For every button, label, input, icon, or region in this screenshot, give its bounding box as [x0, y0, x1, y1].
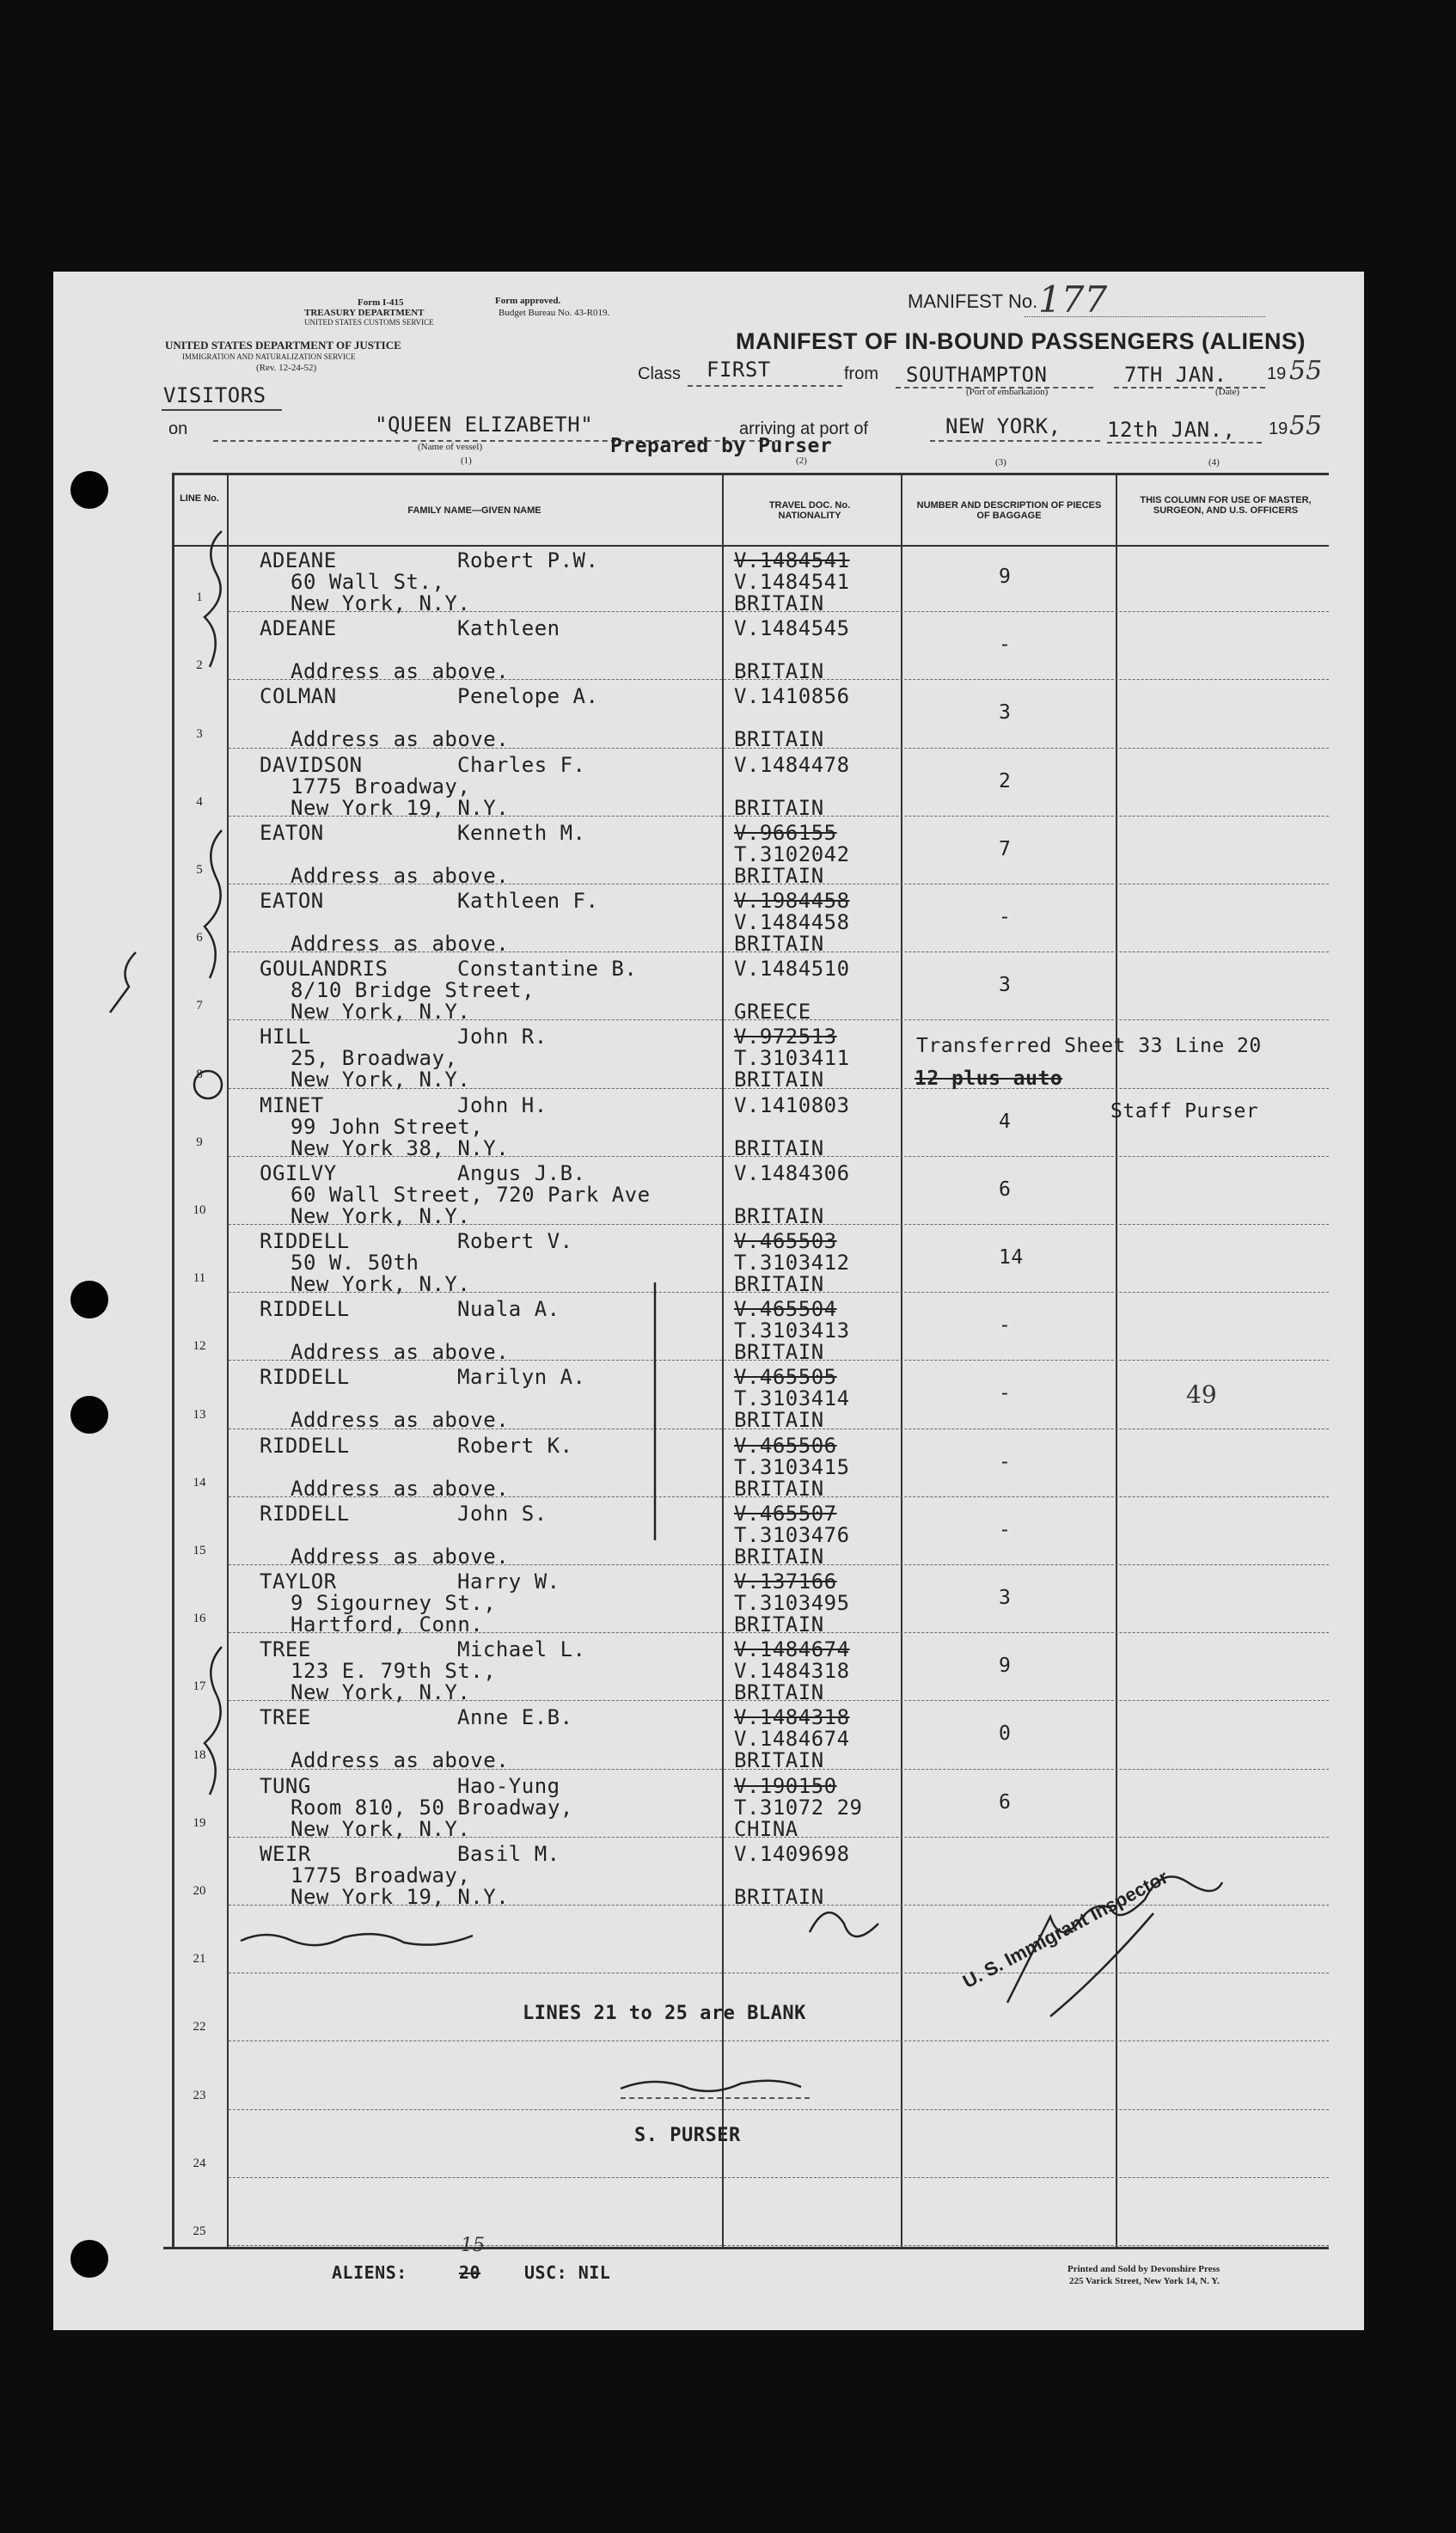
travel-doc-number: T.3103476 [734, 1522, 850, 1547]
family-name: RIDDELL [260, 1365, 350, 1390]
header-name: FAMILY NAME—GIVEN NAME [407, 505, 541, 516]
travel-doc-number: V.1484674 [734, 1637, 850, 1662]
nationality: BRITAIN [734, 591, 824, 615]
travel-doc-number: V.1484318 [734, 1705, 850, 1730]
arrival-date: 12th JAN., [1107, 418, 1236, 442]
travel-doc-number: V.966155 [734, 820, 837, 845]
manifest-sheet [53, 272, 1364, 2330]
travel-doc-number: V.1484541 [734, 570, 850, 594]
family-name: ADEANE [260, 548, 337, 572]
travel-doc-number: V.190150 [734, 1773, 837, 1798]
nationality: BRITAIN [734, 1068, 824, 1092]
address-line-2: New York, N.Y. [291, 1000, 471, 1025]
baggage-count: - [999, 1314, 1012, 1337]
nationality: BRITAIN [734, 727, 824, 752]
class-label: Class [638, 364, 682, 383]
line-number: 11 [193, 1271, 206, 1286]
line-number: 10 [193, 1203, 206, 1217]
line-number: 13 [193, 1407, 206, 1422]
given-name: Hao-Yung [457, 1773, 560, 1798]
form-department: TREASURY DEPARTMENT [304, 308, 425, 318]
family-name: EATON [260, 889, 324, 913]
nationality: GREECE [734, 1000, 811, 1025]
address-line-2: New York, N.Y. [291, 1680, 471, 1705]
from-label: from [844, 364, 878, 383]
travel-doc-number: V.1410856 [734, 684, 850, 709]
baggage-count: 6 [999, 1790, 1012, 1814]
address-line-2: New York, N.Y. [291, 591, 471, 615]
nationality: BRITAIN [734, 1748, 824, 1773]
officer-mark: 49 [1186, 1380, 1217, 1409]
column-num-4: (4) [1208, 457, 1220, 468]
address-line-2: Address as above. [291, 1544, 510, 1569]
travel-doc-number: V.1484478 [734, 752, 850, 777]
travel-doc-number: V.465504 [734, 1297, 837, 1322]
aliens-label: ALIENS: [332, 2262, 407, 2283]
baggage-count: 7 [999, 837, 1012, 860]
departure-year-prefix: 19 [1267, 364, 1287, 383]
family-name: EATON [260, 820, 324, 845]
header-baggage: NUMBER AND DESCRIPTION OF PIECES OF BAGGAGE [916, 500, 1102, 521]
departure-date: 7TH JAN. [1124, 363, 1227, 387]
address-line-1: 60 Wall Street, 720 Park Ave [291, 1182, 651, 1207]
manifest-title: MANIFEST OF IN-BOUND PASSENGERS (ALIENS) [736, 328, 1306, 354]
date-caption: (Date) [1215, 387, 1240, 397]
travel-doc-number: V.1484545 [734, 616, 850, 641]
address-line-2: New York, N.Y. [291, 1203, 471, 1228]
nationality: BRITAIN [734, 1476, 824, 1501]
arrival-port: NEW YORK, [945, 414, 1061, 438]
line-number: 19 [193, 1815, 206, 1830]
given-name: Kathleen F. [457, 889, 599, 913]
aliens-count: 20 [459, 2262, 481, 2283]
nationality: BRITAIN [734, 1680, 824, 1705]
address-line-2: New York 19, N.Y. [291, 795, 510, 820]
family-name: RIDDELL [260, 1501, 350, 1526]
baggage-count: 14 [999, 1246, 1024, 1269]
form-service: UNITED STATES CUSTOMS SERVICE [304, 318, 434, 327]
family-name: ADEANE [260, 616, 337, 641]
usc-count: USC: NIL [524, 2262, 611, 2283]
line-number: 3 [196, 726, 203, 741]
baggage-count: - [999, 906, 1012, 928]
travel-doc-number: V.1484318 [734, 1659, 850, 1684]
travel-doc-number: V.465505 [734, 1365, 837, 1390]
line-number: 2 [196, 658, 203, 673]
family-name: WEIR [260, 1841, 311, 1866]
family-name: RIDDELL [260, 1297, 350, 1322]
embark-caption: (Port of embarkation) [966, 387, 1049, 397]
prepared-by: Prepared by Purser [610, 435, 833, 457]
address-line-1: 50 W. 50th [291, 1251, 419, 1275]
address-line-1: Room 810, 50 Broadway, [291, 1795, 573, 1820]
travel-doc-number: V.1484458 [734, 910, 850, 934]
header-officers: THIS COLUMN FOR USE OF MASTER, SURGEON, AND U.S. OFFICERS [1140, 495, 1312, 516]
embark-port: SOUTHAMPTON [906, 363, 1048, 387]
address-line-2: Address as above. [291, 727, 510, 752]
address-line-2: Address as above. [291, 1476, 510, 1501]
given-name: John R. [457, 1025, 548, 1049]
address-line-1: 25, Broadway, [291, 1046, 458, 1071]
baggage-count: 9 [999, 566, 1012, 588]
line-number: 20 [193, 1884, 206, 1898]
given-name: Anne E.B. [457, 1705, 573, 1730]
line-number: 17 [193, 1679, 206, 1694]
header-travel-doc: TRAVEL DOC. No. NATIONALITY [768, 500, 851, 521]
given-name: Robert V. [457, 1229, 573, 1253]
travel-doc-number: V.1484541 [734, 548, 850, 572]
nationality: BRITAIN [734, 659, 824, 684]
given-name: Kathleen [457, 616, 560, 641]
line-number: 24 [193, 2156, 206, 2170]
line-number: 4 [196, 794, 203, 809]
travel-doc-number: V.1484306 [734, 1160, 850, 1185]
travel-doc-number: V.972513 [734, 1025, 837, 1049]
family-name: TREE [260, 1637, 311, 1662]
address-line-2: New York 38, N.Y. [291, 1135, 510, 1160]
given-name: John S. [457, 1501, 548, 1526]
column-num-1: (1) [461, 456, 472, 466]
travel-doc-number: T.3103413 [734, 1319, 850, 1343]
address-line-2: New York, N.Y. [291, 1272, 471, 1296]
baggage-count: 4 [999, 1110, 1012, 1133]
on-label: on [168, 419, 188, 438]
nationality: BRITAIN [734, 1408, 824, 1433]
address-line-2: New York, N.Y. [291, 1068, 471, 1092]
given-name: Robert P.W. [457, 548, 599, 572]
justice-dept: UNITED STATES DEPARTMENT OF JUSTICE [165, 339, 401, 352]
line-number: 8 [196, 1067, 203, 1081]
address-line-2: Address as above. [291, 1340, 510, 1365]
line-number: 22 [193, 2020, 206, 2034]
line-number: 14 [193, 1475, 206, 1490]
travel-doc-number: T.3103414 [734, 1386, 850, 1411]
family-name: COLMAN [260, 684, 337, 709]
line-number: 5 [196, 863, 203, 877]
manifest-number: 177 [1038, 278, 1108, 321]
line-number: 6 [196, 931, 203, 945]
given-name: Michael L. [457, 1637, 586, 1662]
nationality: BRITAIN [734, 1340, 824, 1365]
line-number: 16 [193, 1612, 206, 1626]
nationality: BRITAIN [734, 1544, 824, 1569]
line-number: 1 [196, 590, 203, 605]
baggage-count: - [999, 1450, 1012, 1473]
arriving-label: arriving at port of [739, 419, 869, 438]
travel-doc-number: T.3102042 [734, 841, 850, 866]
travel-doc-number: T.3103412 [734, 1251, 850, 1275]
address-line-1: 99 John Street, [291, 1114, 484, 1139]
address-line-2: Address as above. [291, 1748, 510, 1773]
given-name: Nuala A. [457, 1297, 560, 1322]
visitors-label: VISITORS [163, 383, 266, 407]
form-number: Form I-415 [358, 297, 404, 308]
address-line-2: Address as above. [291, 932, 510, 956]
nationality: CHINA [734, 1816, 798, 1841]
family-name: MINET [260, 1092, 324, 1117]
address-line-1: 1775 Broadway, [291, 1863, 471, 1888]
form-approved: Form approved. [495, 296, 561, 306]
given-name: Basil M. [457, 1841, 560, 1866]
family-name: TAYLOR [260, 1569, 337, 1594]
family-name: TUNG [260, 1773, 311, 1798]
line-number: 15 [193, 1544, 206, 1557]
nationality: BRITAIN [734, 1272, 824, 1296]
address-line-2: Hartford, Conn. [291, 1612, 484, 1637]
column-num-2: (2) [796, 456, 807, 466]
vessel-caption: (Name of vessel) [418, 442, 483, 452]
address-line-2: Address as above. [291, 863, 510, 888]
travel-doc-number: V.1984458 [734, 889, 850, 913]
address-line-1: 8/10 Bridge Street, [291, 978, 535, 1003]
travel-doc-number: T.3103495 [734, 1591, 850, 1615]
address-line-1: 1775 Broadway, [291, 774, 471, 798]
header-line-no: LINE No. [180, 493, 219, 504]
travel-doc-number: V.465506 [734, 1433, 837, 1458]
class-value: FIRST [707, 358, 771, 382]
blank-lines-note: LINES 21 to 25 are BLANK [523, 2003, 806, 2024]
address-line-1: 123 E. 79th St., [291, 1659, 497, 1684]
family-name: DAVIDSON [260, 752, 363, 777]
nationality: BRITAIN [734, 1203, 824, 1228]
travel-doc-number: V.137166 [734, 1569, 837, 1594]
travel-doc-number: V.1409698 [734, 1841, 850, 1866]
line-number: 12 [193, 1339, 206, 1354]
travel-doc-number: V.465507 [734, 1501, 837, 1526]
baggage-count: - [999, 633, 1012, 657]
manifest-label: MANIFEST No. [908, 291, 1038, 312]
given-name: Harry W. [457, 1569, 560, 1594]
inspector-stamp: U. S. Immigrant Inspector [959, 1865, 1172, 1993]
aliens-corrected: 15 [461, 2235, 485, 2256]
travel-doc-number: V.1484674 [734, 1727, 850, 1752]
given-name: Constantine B. [457, 957, 638, 982]
baggage-count: 12 plus auto [915, 1068, 1063, 1091]
family-name: HILL [260, 1025, 311, 1049]
nationality: BRITAIN [734, 863, 824, 888]
given-name: Kenneth M. [457, 820, 586, 845]
family-name: OGILVY [260, 1160, 337, 1185]
column-num-3: (3) [995, 457, 1006, 468]
baggage-count: 9 [999, 1655, 1012, 1678]
departure-year: 55 [1289, 356, 1323, 386]
line-number: 18 [193, 1747, 206, 1762]
nationality: BRITAIN [734, 1135, 824, 1160]
nationality: BRITAIN [734, 1884, 824, 1909]
given-name: Penelope A. [457, 684, 599, 709]
address-line-2: Address as above. [291, 659, 510, 684]
arrival-year: 55 [1289, 411, 1323, 441]
travel-doc-number: V.1484510 [734, 957, 850, 982]
ins-service: IMMIGRATION AND NATURALIZATION SERVICE [182, 352, 356, 361]
baggage-count: - [999, 1518, 1012, 1541]
purser-title: S. PURSER [634, 2125, 741, 2146]
arrival-year-prefix: 19 [1269, 419, 1288, 438]
baggage-count: - [999, 1382, 1012, 1405]
baggage-count: 2 [999, 769, 1012, 792]
address-line-2: New York 19, N.Y. [291, 1884, 510, 1909]
baggage-count: 6 [999, 1178, 1012, 1201]
baggage-count: 3 [999, 701, 1012, 725]
line-number: 9 [196, 1135, 203, 1149]
vessel-name: "QUEEN ELIZABETH" [375, 413, 594, 437]
address-line-2: Address as above. [291, 1408, 510, 1433]
family-name: RIDDELL [260, 1229, 350, 1253]
address-line-1: 60 Wall St., [291, 570, 445, 594]
printer-line-2: 225 Varick Street, New York 14, N. Y. [1069, 2276, 1220, 2286]
budget-number: Budget Bureau No. 43-R019. [499, 308, 610, 318]
line-number: 7 [196, 999, 203, 1013]
family-name: GOULANDRIS [260, 957, 388, 982]
address-line-2: New York, N.Y. [291, 1816, 471, 1841]
nationality: BRITAIN [734, 1612, 824, 1637]
family-name: TREE [260, 1705, 311, 1730]
travel-doc-number: T.3103415 [734, 1454, 850, 1479]
nationality: BRITAIN [734, 932, 824, 956]
baggage-count: 3 [999, 974, 1012, 997]
line-number: 25 [193, 2224, 206, 2238]
address-line-1: 9 Sigourney St., [291, 1591, 497, 1615]
transfer-note: Transferred Sheet 33 Line 20 [916, 1035, 1262, 1057]
form-revision: (Rev. 12-24-52) [256, 363, 317, 373]
family-name: RIDDELL [260, 1433, 350, 1458]
travel-doc-number: V.1410803 [734, 1092, 850, 1117]
given-name: Marilyn A. [457, 1365, 586, 1390]
line-number: 21 [193, 1952, 206, 1967]
given-name: Robert K. [457, 1433, 573, 1458]
given-name: John H. [457, 1092, 548, 1117]
travel-doc-number: T.31072 29 [734, 1795, 863, 1820]
travel-doc-number: V.465503 [734, 1229, 837, 1253]
staff-purser: Staff Purser [1110, 1100, 1259, 1123]
nationality: BRITAIN [734, 795, 824, 820]
baggage-count: 0 [999, 1722, 1012, 1746]
given-name: Charles F. [457, 752, 586, 777]
travel-doc-number: T.3103411 [734, 1046, 850, 1071]
line-number: 23 [193, 2088, 206, 2102]
baggage-count: 3 [999, 1587, 1012, 1609]
given-name: Angus J.B. [457, 1160, 586, 1185]
printer-line-1: Printed and Sold by Devonshire Press [1068, 2264, 1220, 2274]
